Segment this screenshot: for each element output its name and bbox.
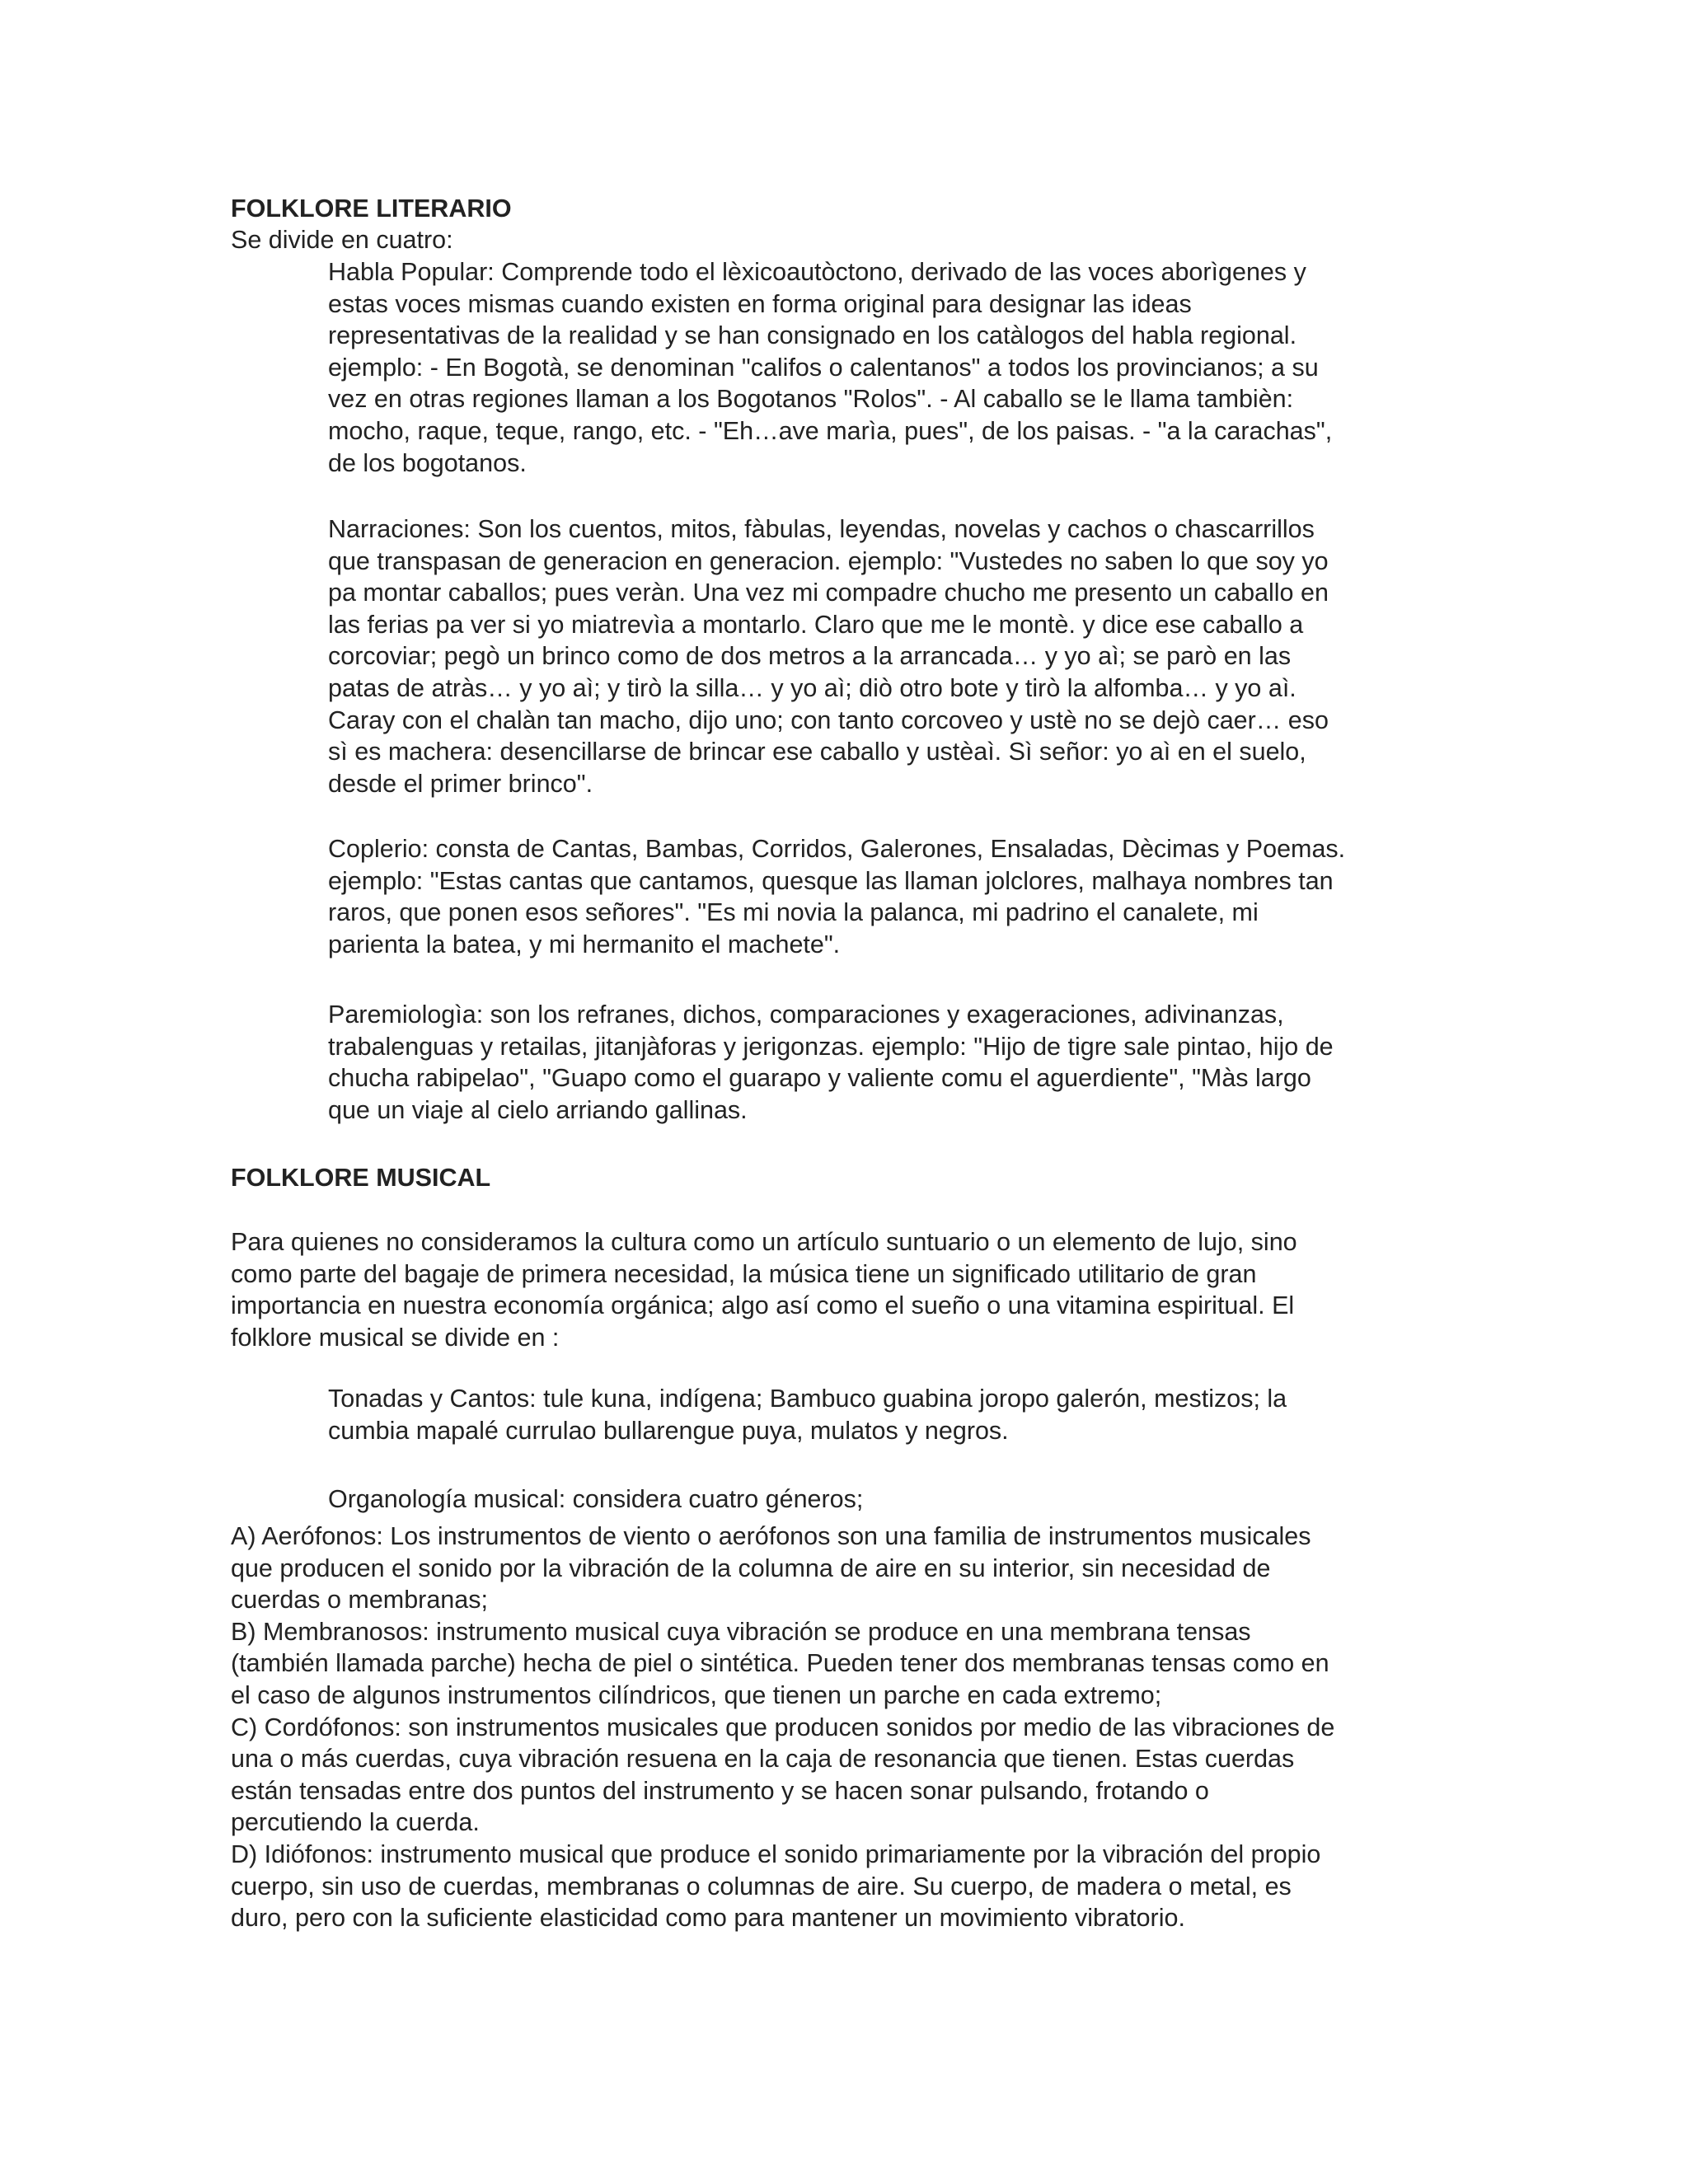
list-generos: A) Aerófonos: Los instrumentos de viento o aerófonos son una familia de instrumentos musicales que producen el sonido por la vibración de la columna de aire en su interior, sin necesidad de cuerdas o membranas; B) Membranosos: instrumento musical cuya vibración se produce en una membrana tensas (también llamada parche) hecha de piel o sintética. Pueden tener dos membranas tensas como en el caso de algunos instrumentos cilíndricos, que tienen un parche en cada extremo; C) Cordófonos: son instrumentos musicales que producen sonidos por medio de las vibraciones de una o más cuerdas, cuya vibración resuena en la caja de resonancia que tienen. Estas cuerdas están tensadas entre dos puntos del instrumento y se hacen sonar pulsando, frotando o percutiendo la cuerda. D) Idiófonos: instrumento musical que produce el sonido primariamente por la vibración del propio cuerpo, sin uso de cuerdas, membranas o columnas de aire. Su cuerpo, de madera o metal, es duro, pero con la suficiente elasticidad como para mantener un movimiento vibratorio. [231,1522,1335,1933]
paragraph-narraciones: Narraciones: Son los cuentos, mitos, fàbulas, leyendas, novelas y cachos o chascarrillos que transpasan de generacion en generacion. ejemplo: "Vustedes no saben lo que soy yo pa montar caballos; pues veràn. Una vez mi compadre chucho me presento un caballo en las ferias pa ver si yo miatrevìa a montarlo. Claro que me le montè. y dice ese caballo a corcoviar; pegò un brinco como de dos metros a la arrancada… y yo aì; se parò en las patas de atràs… y yo aì; y tirò la silla… y yo aì; diò otro bote y tirò la alfomba… y yo aì. Caray con el chalàn tan macho, dijo uno; con tanto corcoveo y ustè no se dejò caer… eso sì es machera: desencillarse de brincar ese caballo y ustèaì. Sì señor: yo aì en el suelo, desde el primer brinco". [328,515,1329,798]
section-heading-literario: FOLKLORE LITERARIO [231,194,512,223]
literario-intro: Se divide en cuatro: [231,226,453,254]
paragraph-habla-popular: Habla Popular: Comprende todo el lèxicoautòctono, derivado de las voces aborìgenes y estas voces mismas cuando existen en forma original para designar las ideas representativas de la realidad y se han consignado en los catàlogos del habla regional. ejemplo: - En Bogotà, se denominan "califos o calentanos" a todos los provincianos; a su vez en otras regiones llaman a los Bogotanos "Rolos". - Al caballo se le llama tambièn: mocho, raque, teque, rango, etc. - "Eh…ave marìa, pues", de los paisas. - "a la carachas", de los bogotanos. [328,258,1333,477]
paragraph-paremiologia: Paremiologìa: son los refranes, dichos, comparaciones y exageraciones, adivinanzas, trabalenguas y retailas, jitanjàforas y jerigonzas. ejemplo: "Hijo de tigre sale pintao, hijo de chucha rabipelao", "Guapo como el guarapo y valiente comu el aguerdiente", "Màs largo que un viaje al cielo arriando gallinas. [328,1001,1334,1124]
musical-intro: Para quienes no consideramos la cultura como un artículo suntuario o un elemento de lujo, sino como parte del bagaje de primera necesidad, la música tiene un significado utilitario de gran importancia en nuestra economía orgánica; algo así como el sueño o una vitamina espiritual. El folklore musical se divide en : [231,1228,1297,1352]
paragraph-organologia: Organología musical: considera cuatro géneros; [328,1485,864,1513]
paragraph-coplerio: Coplerio: consta de Cantas, Bambas, Corridos, Galerones, Ensaladas, Dècimas y Poemas. ejemplo: "Estas cantas que cantamos, quesque las llaman jolclores, malhaya nombres tan raros, que ponen esos señores". "Es mi novia la palanca, mi padrino el canalete, mi parienta la batea, y mi hermanito el machete". [328,835,1346,958]
section-heading-musical: FOLKLORE MUSICAL [231,1164,491,1192]
paragraph-tonadas: Tonadas y Cantos: tule kuna, indígena; Bambuco guabina joropo galerón, mestizos; la cumbia mapalé currulao bullarengue puya, mulatos y negros. [328,1385,1287,1445]
